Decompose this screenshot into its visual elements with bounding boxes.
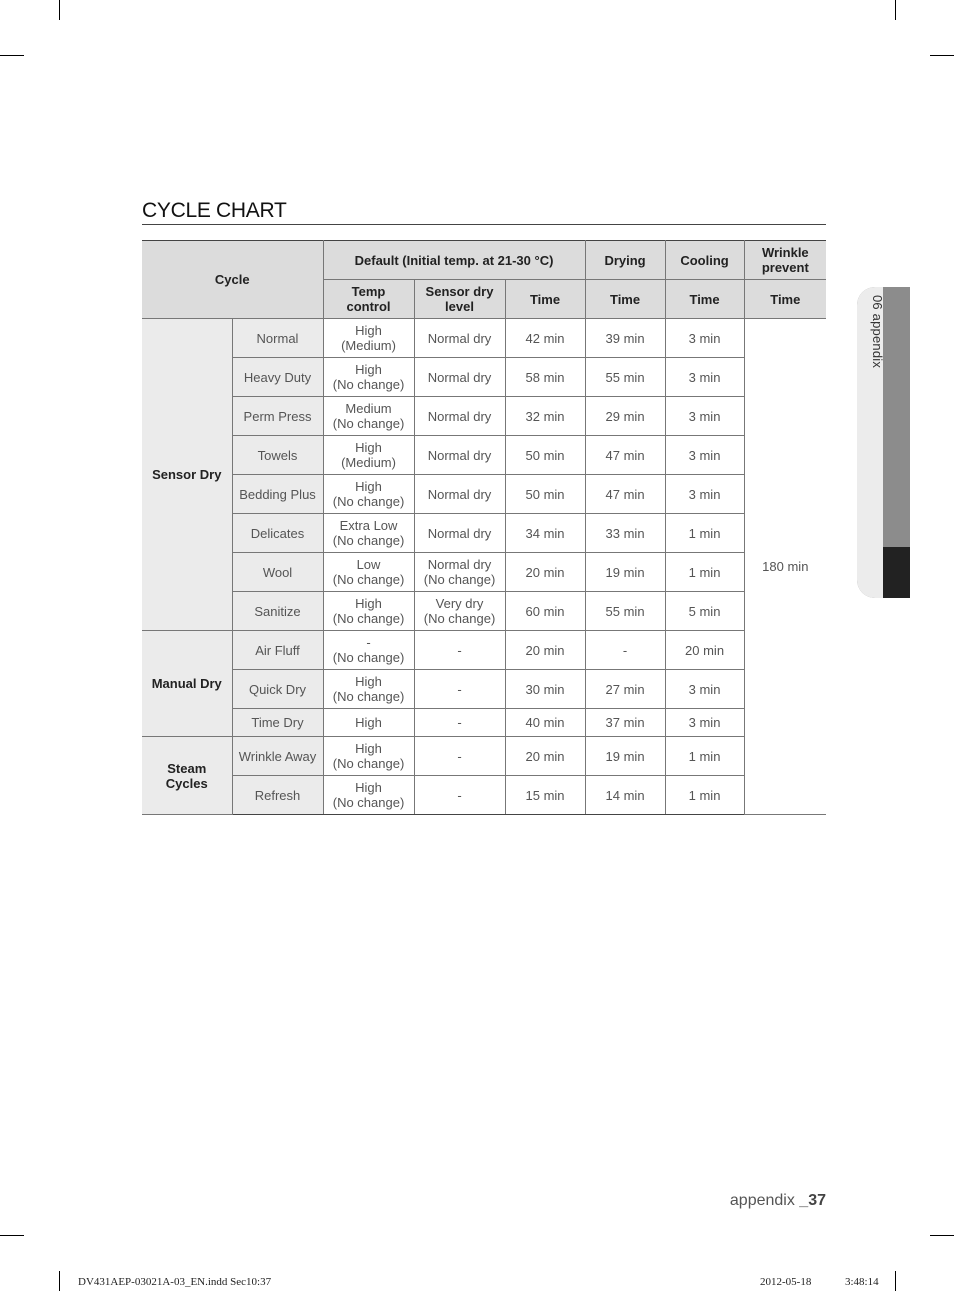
drying-time: 29 min: [585, 397, 665, 436]
time: 50 min: [505, 475, 585, 514]
page-number: _37: [799, 1192, 826, 1209]
cooling-time: 1 min: [665, 737, 744, 776]
title-rule: [142, 224, 826, 225]
crop-mark: [59, 1271, 60, 1291]
wrinkle-prevent-time: 180 min: [744, 319, 826, 815]
temp-control: High (No change): [323, 475, 414, 514]
time: 42 min: [505, 319, 585, 358]
cycle-group: Manual Dry: [142, 631, 232, 737]
drying-time: 33 min: [585, 514, 665, 553]
drying-time: 47 min: [585, 436, 665, 475]
header-drying-time: Time: [585, 280, 665, 319]
sensor-dry-level: -: [414, 709, 505, 737]
slug-file: DV431AEP-03021A-03_EN.indd Sec10:37: [78, 1276, 272, 1288]
header-temp-control: Temp control: [323, 280, 414, 319]
sensor-dry-level: Normal dry: [414, 397, 505, 436]
cooling-time: 3 min: [665, 319, 744, 358]
cycle-name: Towels: [232, 436, 323, 475]
cycle-group: Sensor Dry: [142, 319, 232, 631]
cycle-group: Steam Cycles: [142, 737, 232, 815]
header-time: Time: [505, 280, 585, 319]
cycle-name: Wool: [232, 553, 323, 592]
cycle-name: Air Fluff: [232, 631, 323, 670]
temp-control: High (No change): [323, 592, 414, 631]
crop-mark: [0, 1235, 24, 1236]
time: 20 min: [505, 631, 585, 670]
table-row: [142, 319, 826, 358]
table-row: [142, 592, 826, 631]
slug-time: 3:48:14: [845, 1276, 879, 1288]
temp-control: High: [323, 709, 414, 737]
header-default: Default (Initial temp. at 21-30 °C): [323, 241, 585, 280]
header-wrinkle-prevent: Wrinkle prevent: [744, 241, 826, 280]
header-cooling-time: Time: [665, 280, 744, 319]
table-row: [142, 514, 826, 553]
drying-time: 55 min: [585, 358, 665, 397]
slug-date: 2012-05-18: [760, 1276, 812, 1288]
cooling-time: 3 min: [665, 670, 744, 709]
time: 50 min: [505, 436, 585, 475]
sensor-dry-level: -: [414, 670, 505, 709]
sensor-dry-level: -: [414, 631, 505, 670]
table-row: [142, 709, 826, 737]
table-row: [142, 475, 826, 514]
temp-control: Extra Low (No change): [323, 514, 414, 553]
time: 32 min: [505, 397, 585, 436]
drying-time: -: [585, 631, 665, 670]
drying-time: 14 min: [585, 776, 665, 815]
crop-mark: [895, 0, 896, 20]
cycle-name: Bedding Plus: [232, 475, 323, 514]
time: 40 min: [505, 709, 585, 737]
page-footer: [730, 1192, 826, 1210]
cycle-chart-table: [142, 240, 826, 815]
sensor-dry-level: Normal dry: [414, 436, 505, 475]
section-tab-marker: [883, 547, 910, 598]
cooling-time: 1 min: [665, 776, 744, 815]
header-drying: Drying: [585, 241, 665, 280]
table-row: [142, 436, 826, 475]
drying-time: 37 min: [585, 709, 665, 737]
table-row: [142, 397, 826, 436]
cycle-name: Normal: [232, 319, 323, 358]
header-sensor-dry-level: Sensor dry level: [414, 280, 505, 319]
temp-control: High (Medium): [323, 436, 414, 475]
cycle-name: Sanitize: [232, 592, 323, 631]
time: 20 min: [505, 553, 585, 592]
sensor-dry-level: Normal dry (No change): [414, 553, 505, 592]
section-tab-label: 06 appendix: [870, 295, 885, 369]
time: 58 min: [505, 358, 585, 397]
time: 20 min: [505, 737, 585, 776]
temp-control: Low (No change): [323, 553, 414, 592]
drying-time: 55 min: [585, 592, 665, 631]
page-title: CYCLE CHART: [142, 199, 287, 222]
drying-time: 39 min: [585, 319, 665, 358]
temp-control: Medium (No change): [323, 397, 414, 436]
header-cycle: Cycle: [142, 241, 323, 319]
header-wrinkle-time: Time: [744, 280, 826, 319]
crop-mark: [0, 55, 24, 56]
cycle-name: Perm Press: [232, 397, 323, 436]
cooling-time: 3 min: [665, 436, 744, 475]
time: 34 min: [505, 514, 585, 553]
cooling-time: 3 min: [665, 709, 744, 737]
sensor-dry-level: Normal dry: [414, 475, 505, 514]
cycle-name: Time Dry: [232, 709, 323, 737]
temp-control: - (No change): [323, 631, 414, 670]
table-row: [142, 670, 826, 709]
crop-mark: [895, 1271, 896, 1291]
cycle-name: Heavy Duty: [232, 358, 323, 397]
table-row: [142, 776, 826, 815]
header-cooling: Cooling: [665, 241, 744, 280]
cycle-name: Wrinkle Away: [232, 737, 323, 776]
cooling-time: 1 min: [665, 514, 744, 553]
cooling-time: 3 min: [665, 358, 744, 397]
time: 30 min: [505, 670, 585, 709]
cooling-time: 3 min: [665, 475, 744, 514]
time: 60 min: [505, 592, 585, 631]
cooling-time: 3 min: [665, 397, 744, 436]
cycle-name: Refresh: [232, 776, 323, 815]
cycle-name: Delicates: [232, 514, 323, 553]
drying-time: 27 min: [585, 670, 665, 709]
cooling-time: 1 min: [665, 553, 744, 592]
sensor-dry-level: -: [414, 776, 505, 815]
cycle-name: Quick Dry: [232, 670, 323, 709]
temp-control: High (No change): [323, 358, 414, 397]
temp-control: High (No change): [323, 670, 414, 709]
table-row: [142, 737, 826, 776]
sensor-dry-level: Normal dry: [414, 514, 505, 553]
table-row: [142, 553, 826, 592]
sensor-dry-level: Very dry (No change): [414, 592, 505, 631]
time: 15 min: [505, 776, 585, 815]
cycle-table-body: [142, 319, 826, 815]
sensor-dry-level: Normal dry: [414, 319, 505, 358]
cooling-time: 20 min: [665, 631, 744, 670]
table-row: [142, 631, 826, 670]
footer-section: appendix: [729, 1192, 795, 1209]
drying-time: 19 min: [585, 737, 665, 776]
crop-mark: [930, 55, 954, 56]
temp-control: High (No change): [323, 776, 414, 815]
cooling-time: 5 min: [665, 592, 744, 631]
temp-control: High (Medium): [323, 319, 414, 358]
temp-control: High (No change): [323, 737, 414, 776]
drying-time: 19 min: [585, 553, 665, 592]
table-row: [142, 358, 826, 397]
sensor-dry-level: -: [414, 737, 505, 776]
crop-mark: [59, 0, 60, 20]
drying-time: 47 min: [585, 475, 665, 514]
sensor-dry-level: Normal dry: [414, 358, 505, 397]
crop-mark: [930, 1235, 954, 1236]
